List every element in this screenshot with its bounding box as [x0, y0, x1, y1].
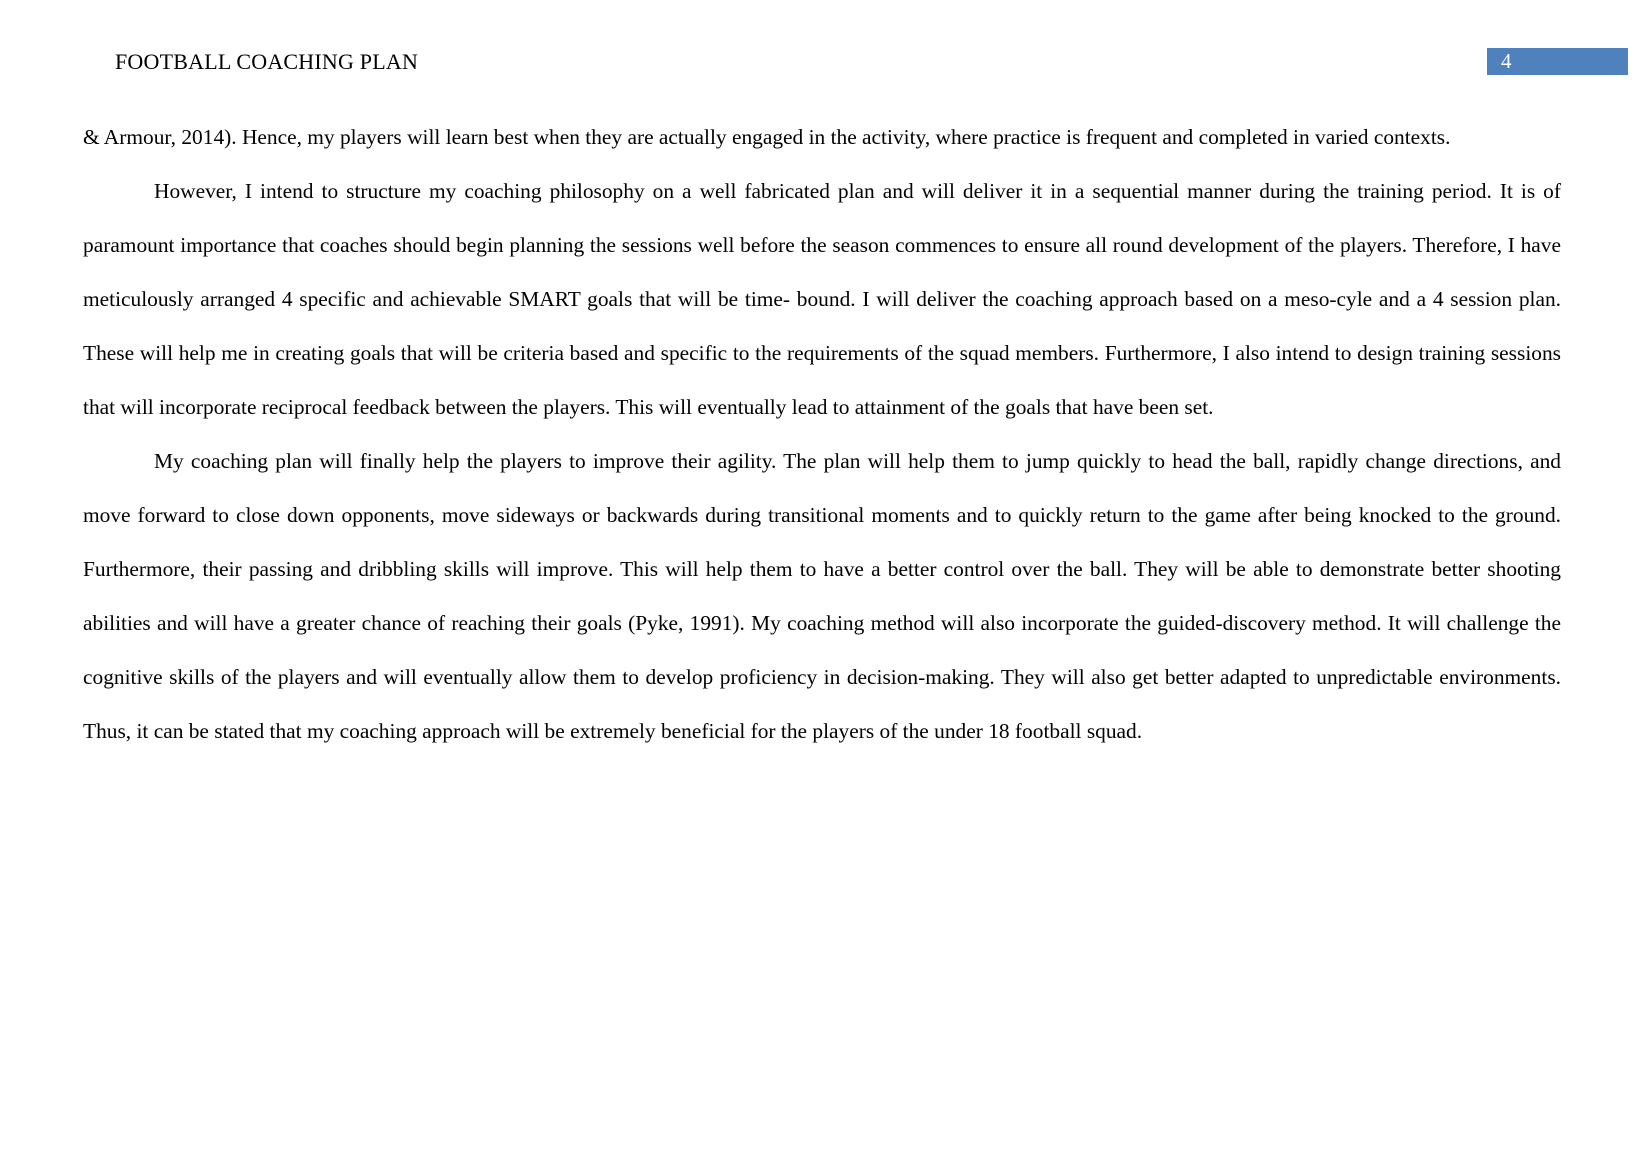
paragraph-coaching-benefits: My coaching plan will finally help the players to improve their agility. The plan will help them to jump quickly to head the ball, rapidly change directions, and move forward to close down opponents, move sideways or backwards during transitional moments and to quickly return to the game after being knocked to the ground. Furthermore, their passing and dribbling skills will improve. This will help them to have a better control over the ball. They will be able to demonstrate better shooting abilities and will have a greater chance of reaching their goals (Pyke, 1991). My coaching method will also incorporate the guided-discovery method. It will challenge the cognitive skills of the players and will eventually allow them to develop proficiency in decision-making. They will also get better adapted to unpredictable environments. Thus, it can be stated that my coaching approach will be extremely beneficial for the players of the under 18 football squad. [83, 449, 1561, 743]
paragraph-coaching-structure: However, I intend to structure my coaching philosophy on a well fabricated plan and will deliver it in a sequential manner during the training period. It is of paramount importance that coaches should begin planning the sessions well before the season commences to ensure all round development of the players. Therefore, I have meticulously arranged 4 specific and achievable SMART goals that will be time- bound. I will deliver the coaching approach based on a meso-cyle and a 4 session plan. These will help me in creating goals that will be criteria based and specific to the requirements of the squad members. Furthermore, I also intend to design training sessions that will incorporate reciprocal feedback between the players. This will eventually lead to attainment of the goals that have been set. [83, 179, 1561, 419]
running-head-title: FOOTBALL COACHING PLAN [115, 49, 419, 74]
page-number: 4 [1501, 49, 1512, 73]
body-text [83, 110, 1561, 758]
paragraph-continuation: & Armour, 2014). Hence, my players will learn best when they are actually engaged in the activity, where practice is frequent and completed in varied contexts. [83, 125, 1451, 149]
page-number-badge [1487, 48, 1628, 75]
